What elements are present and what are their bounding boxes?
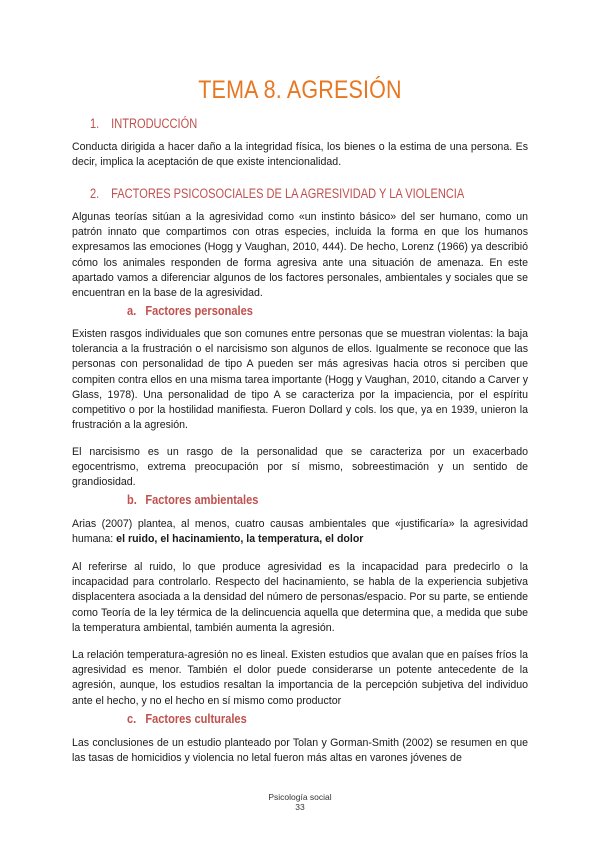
section-label: INTRODUCCIÓN [111, 116, 198, 131]
paragraph-ambientales-2: Al referirse al ruido, lo que produce agresividad es la incapacidad para predecirlo o la incapacidad para controlarlo. Respecto del hacinamiento, se habla de la experiencia subjetiva displacentera asociada a la densidad del número de personas/espacio. Por su parte, se entiende como Teoría de la ley térmica de la delincuencia aquella que determina que, a medida que sube la temperatura ambiental, también aumenta la agresión. [72, 561, 528, 634]
paragraph-personales-2: El narcisismo es un rasgo de la personalidad que se caracteriza por un exacerbado egocentrismo, extrema preocupación por sí mismo, sobreestimación y un sentido de grandiosidad. [72, 446, 528, 489]
paragraph-text: Arias (2007) plantea, al menos, cuatro causas ambientales que «justificaría» la agresividad humana: [72, 518, 528, 546]
subsection-number: b. [127, 492, 137, 507]
section-heading-factores [90, 186, 464, 201]
page-title: TEMA 8. AGRESIÓN [198, 76, 402, 104]
subsection-heading-ambientales [127, 492, 258, 507]
subsection-number: c. [127, 711, 137, 726]
section-number: 1. [90, 116, 100, 131]
paragraph-factores: Algunas teorías sitúan a la agresividad como «un instinto básico» del ser humano, como un patrón innato que compartimos con otras especies, incluida la forma en que los humanos expresamos las emociones (Hogg y Vaughan, 2010, 444). De hecho, Lorenz (1966) ya describió cómo los animales responden de forma agresiva ante una situación de amenaza. En este apartado vamos a diferenciar algunos de los factores personales, ambientales y sociales que se encuentran en la base de la agresividad. [72, 211, 528, 300]
paragraph-emphasis: el ruido, el hacinamiento, la temperatura, el dolor [116, 533, 364, 546]
subsection-label: Factores ambientales [145, 492, 259, 507]
footer-course: Psicología social [268, 792, 332, 802]
section-label: FACTORES PSICOSOCIALES DE LA AGRESIVIDAD Y LA VIOLENCIA [111, 186, 465, 201]
paragraph-culturales-1: Las conclusiones de un estudio planteado por Tolan y Gorman-Smith (2002) se resumen en que las tasas de homicidios y violencia no letal fueron más altas en varones jóvenes de [72, 737, 528, 765]
footer-page-number: 33 [295, 802, 305, 812]
subsection-heading-culturales [127, 711, 247, 726]
section-number: 2. [90, 186, 100, 201]
subsection-label: Factores culturales [145, 711, 247, 726]
paragraph-ambientales-1 [72, 517, 528, 547]
subsection-heading-personales [127, 303, 253, 318]
paragraph-personales-1: Existen rasgos individuales que son comunes entre personas que se muestran violentas: la baja tolerancia a la frustración o el narcisismo son algunos de ellos. Igualmente se reconoce que las personas con personalidad de tipo A pueden ser más agresivas hacia otros si perciben que compiten contra ellos en una misma tarea importante (Hogg y Vaughan, 2010, citando a Carver y Glass, 1978). Una personalidad de tipo A se caracteriza por la impaciencia, por el espíritu competitivo o por la hostilidad manifiesta. Fueron Dollard y cols. los que, ya en 1939, unieron la frustración a la agresión. [72, 328, 528, 432]
paragraph-intro: Conducta dirigida a hacer daño a la integridad física, los bienes o la estima de una persona. Es decir, implica la aceptación de que existe intencionalidad. [72, 141, 528, 169]
page-footer [0, 792, 600, 812]
section-heading-introduccion [90, 116, 197, 131]
subsection-label: Factores personales [145, 303, 253, 318]
subsection-number: a. [127, 303, 137, 318]
paragraph-ambientales-3: La relación temperatura-agresión no es lineal. Existen estudios que avalan que en países fríos la agresividad es menor. También el dolor puede considerarse un potente antecedente de la agresión, aunque, los estudios resaltan la importancia de la percepción subjetiva del individuo ante el hecho, y no el hecho en sí mismo como productor [72, 649, 528, 707]
